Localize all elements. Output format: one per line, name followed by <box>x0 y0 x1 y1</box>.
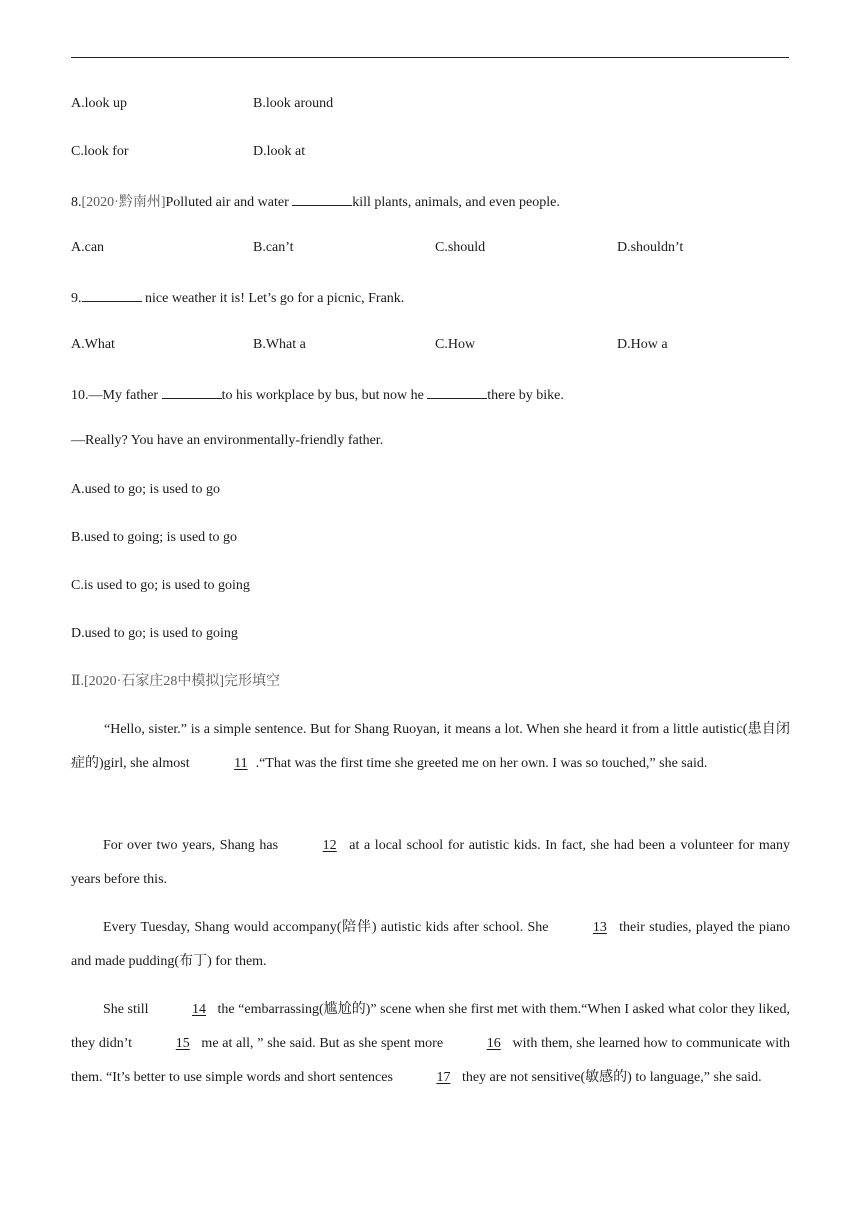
p4-text-c: me at all, ” she said. But as she spent more <box>197 1036 447 1051</box>
p4-text-e: they are not sensitive(敏感的) to language,” she said. <box>458 1070 762 1085</box>
q10-reply: —Really? You have an environmentally-friendly father. <box>71 433 384 448</box>
q10-option-b: B.used to going; is used to go <box>71 530 238 545</box>
q8-blank[interactable] <box>292 191 352 206</box>
p3-text-a: Every Tuesday, Shang would accompany(陪伴) autistic kids after school. She <box>103 920 553 935</box>
q9-blank[interactable] <box>82 287 142 302</box>
blank-11[interactable]: 11 <box>234 756 248 771</box>
q7-option-c: C.look for <box>71 144 129 159</box>
header-rule <box>71 57 789 58</box>
q8-option-d: D.shouldn’t <box>617 240 684 255</box>
q10-option-d: D.used to go; is used to going <box>71 626 238 641</box>
q10-stem <box>71 384 564 405</box>
q10-number: 10. <box>71 388 89 403</box>
p2-text-a: For over two years, Shang has <box>103 838 283 853</box>
p4-text-d: with them, she learned how to communicate with them. “It’s better to use simple words and short sentences <box>71 1036 791 1085</box>
section-heading: Ⅱ.[2020·石家庄28中模拟]完形填空 <box>71 674 281 689</box>
blank-15[interactable]: 15 <box>175 1036 190 1051</box>
q10-text-before: —My father <box>88 388 162 403</box>
q10-option-a: A.used to go; is used to go <box>71 482 220 497</box>
passage-paragraph-1 <box>71 713 790 781</box>
q7-option-a: A.look up <box>71 96 127 111</box>
q8-stem <box>71 191 560 212</box>
passage-paragraph-4 <box>71 993 790 1095</box>
p3-text-b: their studies, played the piano and made pudding(布丁) for them. <box>71 920 790 969</box>
blank-13[interactable]: 13 <box>592 920 607 935</box>
p4-text-a: She still <box>103 1002 153 1017</box>
q10-blank-1[interactable] <box>162 384 222 399</box>
blank-12[interactable]: 12 <box>322 838 337 853</box>
q9-option-a: A.What <box>71 337 115 352</box>
q8-option-c: C.should <box>435 240 486 255</box>
q8-text-before: Polluted air and water <box>165 195 293 210</box>
q8-text-after: kill plants, animals, and even people. <box>352 195 560 210</box>
q8-option-b: B.can’t <box>253 240 294 255</box>
q8-option-a: A.can <box>71 240 105 255</box>
blank-17[interactable]: 17 <box>436 1070 451 1085</box>
q10-blank-2[interactable] <box>427 384 487 399</box>
q8-source: [2020·黔南州] <box>81 195 166 210</box>
p1-text-a: “Hello, sister.” is a simple sentence. But for Shang Ruoyan, it means a lot. When she heard it from a little autistic(患自闭症的)girl, she almost <box>71 722 790 771</box>
blank-16[interactable]: 16 <box>486 1036 501 1051</box>
q9-stem <box>71 287 404 308</box>
q9-option-d: D.How a <box>617 337 668 352</box>
p4-text-b: the “embarrassing(尴尬的)” scene when she first met with them.“When I asked what color they liked, they didn’t <box>71 1002 790 1051</box>
q7-option-d: D.look at <box>253 144 306 159</box>
passage-paragraph-3 <box>71 911 790 979</box>
q9-option-b: B.What a <box>253 337 306 352</box>
q10-text-after: there by bike. <box>487 388 564 403</box>
q8-number: 8. <box>71 195 82 210</box>
q7-option-b: B.look around <box>253 96 334 111</box>
q10-option-c: C.is used to go; is used to going <box>71 578 250 593</box>
q9-number: 9. <box>71 291 82 306</box>
q9-text-after: nice weather it is! Let’s go for a picnic, Frank. <box>141 291 405 306</box>
p1-text-b: .“That was the first time she greeted me on her own. I was so touched,” she said. <box>255 756 708 771</box>
p2-text-b: at a local school for autistic kids. In fact, she had been a volunteer for many years before this. <box>71 838 790 887</box>
blank-14[interactable]: 14 <box>192 1002 207 1017</box>
q9-option-c: C.How <box>435 337 476 352</box>
q10-text-middle: to his workplace by bus, but now he <box>221 388 428 403</box>
passage-paragraph-2 <box>71 829 790 897</box>
